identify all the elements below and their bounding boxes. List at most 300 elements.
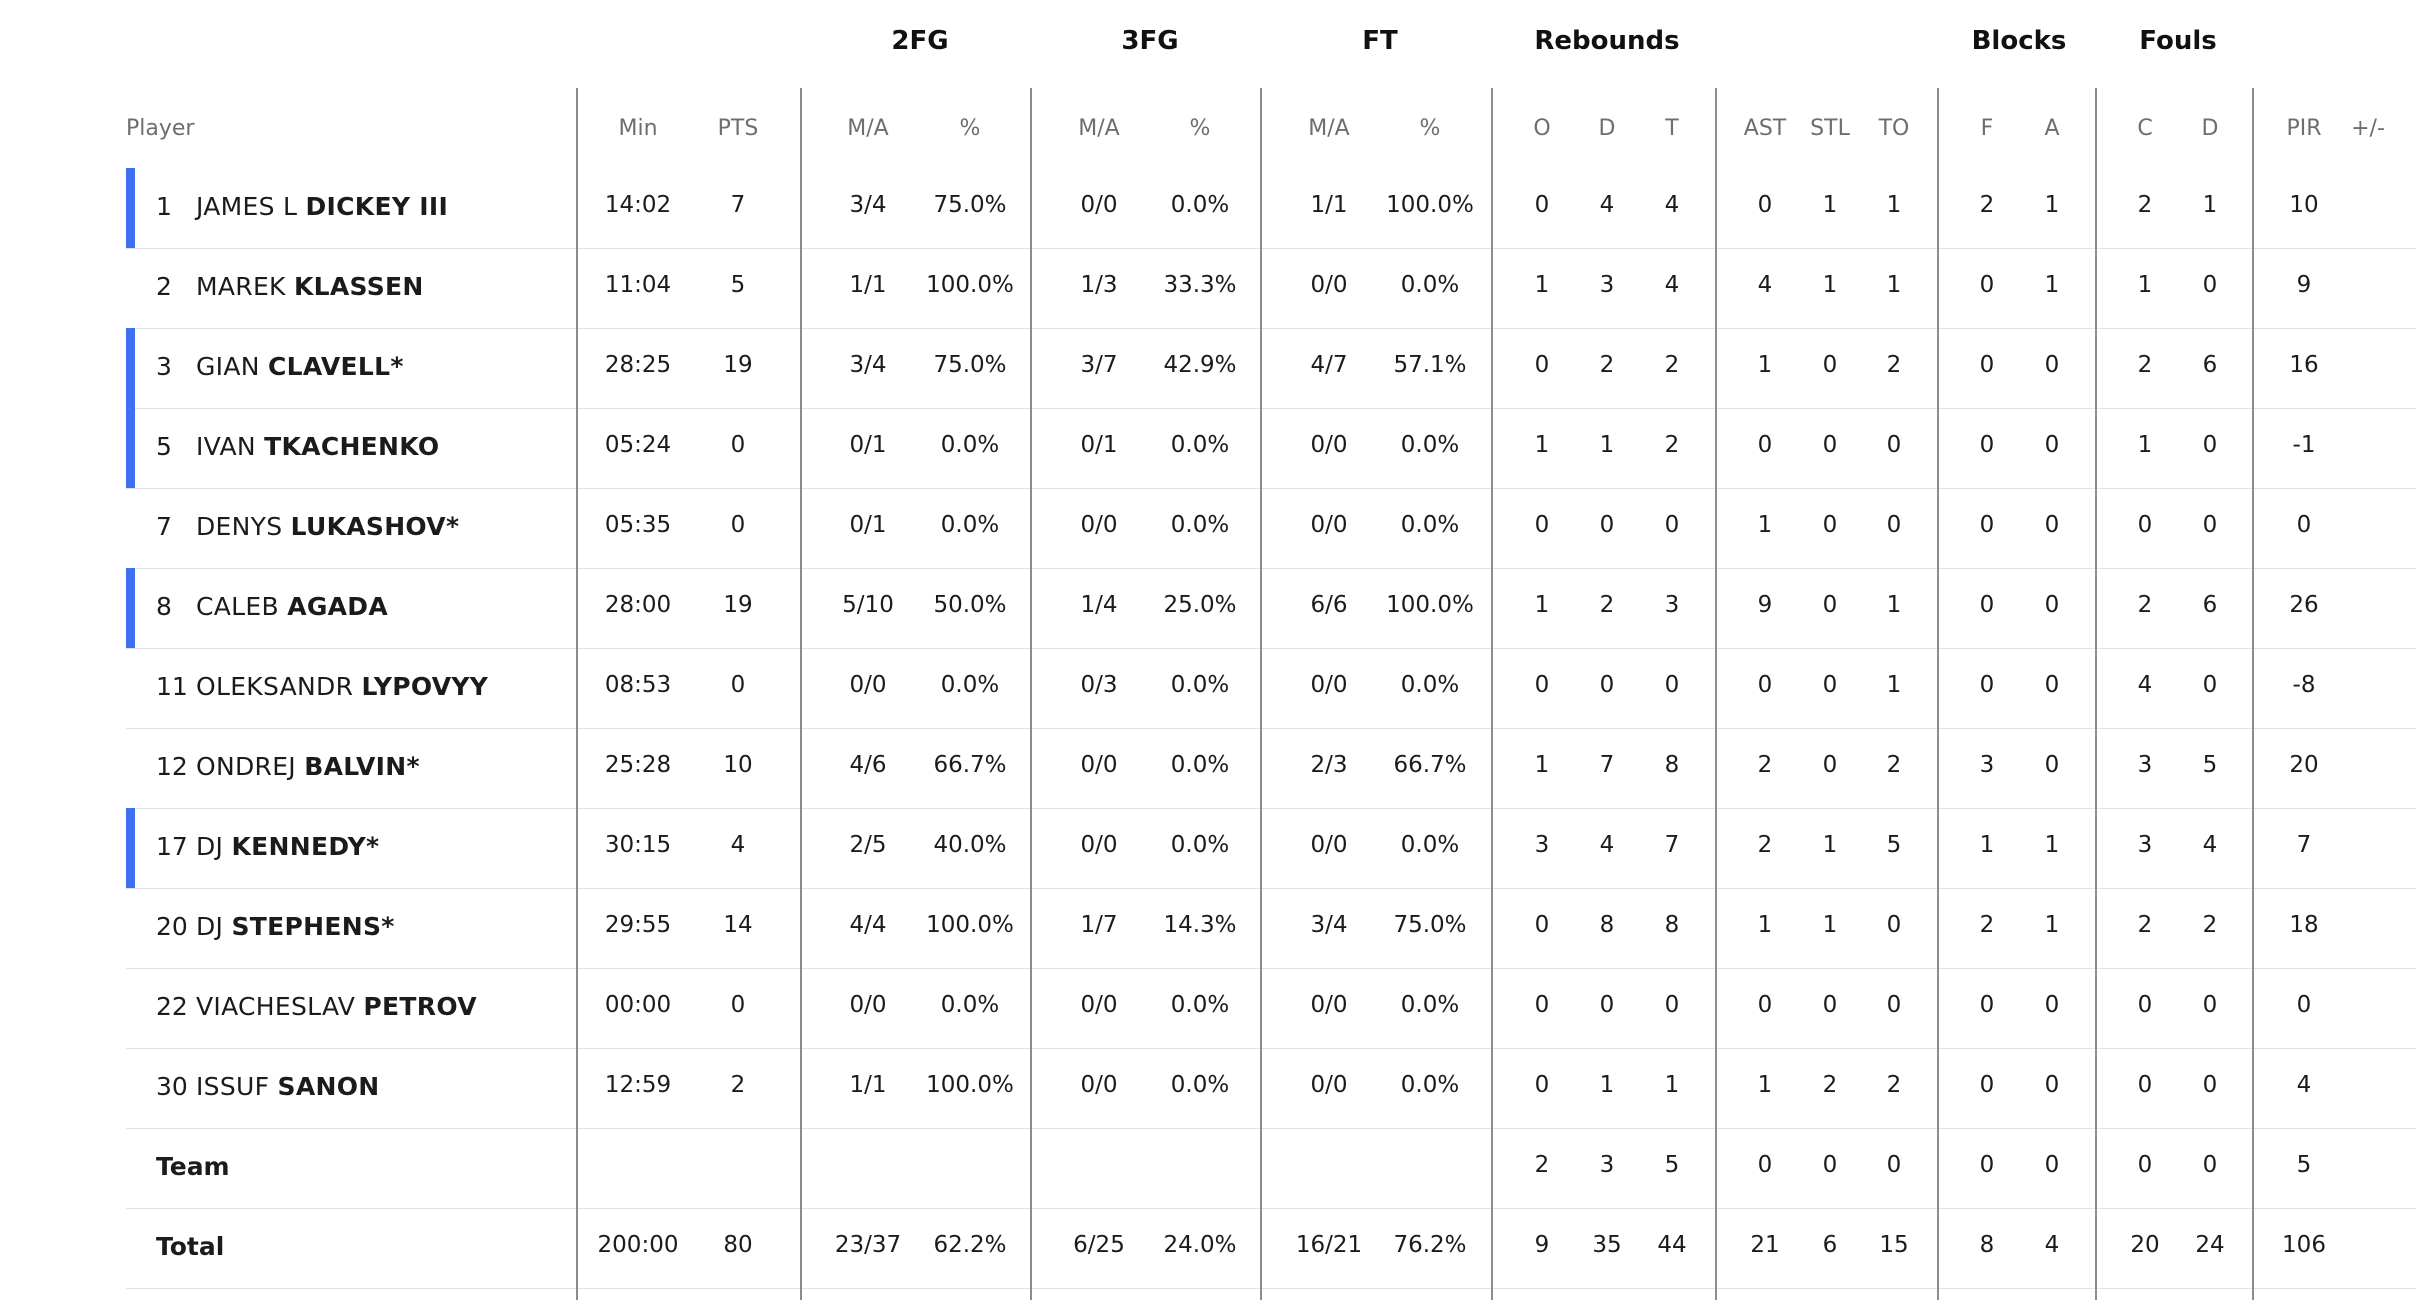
cell-pts: 80 — [723, 1232, 753, 1258]
cell-ft-pct: 75.0% — [1393, 912, 1467, 938]
player-row[interactable] — [126, 488, 2416, 569]
cell-2fg-ma: 23/37 — [834, 1232, 902, 1258]
cell-reb-def: 3 — [1599, 1152, 1615, 1178]
cell-foul-committed: 4 — [2137, 672, 2153, 698]
cell-foul-committed: 3 — [2137, 832, 2153, 858]
group-header-blocks: Blocks — [1971, 26, 2067, 56]
team-row — [126, 1128, 2416, 1209]
column-header-blk-for[interactable]: F — [1980, 116, 1994, 141]
player-last-name: LYPOVYY — [361, 672, 489, 701]
player-number: 1 — [156, 192, 172, 221]
column-divider — [1030, 88, 1032, 1300]
player-row[interactable] — [126, 888, 2416, 969]
player-row[interactable] — [126, 568, 2416, 649]
column-divider — [1937, 88, 1939, 1300]
cell-2fg-ma: 0/0 — [849, 672, 887, 698]
cell-ft-pct: 66.7% — [1393, 752, 1467, 778]
cell-ast: 0 — [1757, 672, 1773, 698]
cell-foul-drawn: 6 — [2202, 592, 2218, 618]
player-row[interactable] — [126, 648, 2416, 729]
cell-reb-off: 0 — [1534, 352, 1550, 378]
cell-pir: 7 — [2296, 832, 2312, 858]
column-header-plus-minus[interactable]: +/- — [2351, 116, 2385, 141]
cell-foul-drawn: 5 — [2202, 752, 2218, 778]
cell-ft-ma: 1/1 — [1310, 192, 1348, 218]
cell-min: 30:15 — [604, 832, 672, 858]
cell-foul-committed: 0 — [2137, 512, 2153, 538]
column-header-3fg-pct[interactable]: % — [1189, 116, 1211, 141]
cell-3fg-pct: 42.9% — [1163, 352, 1237, 378]
cell-to: 5 — [1886, 832, 1902, 858]
cell-3fg-ma: 0/0 — [1080, 192, 1118, 218]
cell-ft-ma: 0/0 — [1310, 512, 1348, 538]
cell-ft-ma: 2/3 — [1310, 752, 1348, 778]
cell-min: 28:25 — [604, 352, 672, 378]
cell-2fg-pct: 62.2% — [933, 1232, 1007, 1258]
cell-stl: 1 — [1822, 912, 1838, 938]
cell-min: 11:04 — [604, 272, 672, 298]
cell-pir: 106 — [2282, 1232, 2326, 1258]
cell-reb-off: 1 — [1534, 592, 1550, 618]
column-header-ft-ma[interactable]: M/A — [1308, 116, 1350, 141]
cell-pts: 10 — [723, 752, 753, 778]
player-number: 5 — [156, 432, 172, 461]
cell-reb-def: 8 — [1599, 912, 1615, 938]
cell-3fg-ma: 0/3 — [1080, 672, 1118, 698]
cell-pts: 14 — [723, 912, 753, 938]
cell-reb-tot: 2 — [1664, 352, 1680, 378]
player-row[interactable] — [126, 168, 2416, 249]
cell-pts: 0 — [730, 672, 746, 698]
cell-blk-for: 0 — [1979, 1152, 1995, 1178]
cell-blk-against: 4 — [2044, 1232, 2060, 1258]
cell-3fg-pct: 0.0% — [1170, 1072, 1230, 1098]
cell-min: 29:55 — [604, 912, 672, 938]
cell-blk-for: 0 — [1979, 1072, 1995, 1098]
column-header-min[interactable]: Min — [618, 116, 658, 141]
cell-blk-against: 0 — [2044, 752, 2060, 778]
player-first-name: GIAN — [196, 352, 260, 381]
cell-reb-tot: 7 — [1664, 832, 1680, 858]
player-row[interactable] — [126, 1048, 2416, 1129]
cell-2fg-pct: 100.0% — [926, 272, 1014, 298]
cell-ft-pct: 0.0% — [1400, 832, 1460, 858]
cell-reb-off: 1 — [1534, 432, 1550, 458]
cell-to: 1 — [1886, 672, 1902, 698]
cell-2fg-pct: 75.0% — [933, 192, 1007, 218]
cell-ft-ma: 16/21 — [1295, 1232, 1363, 1258]
player-first-name: ONDREJ — [196, 752, 296, 781]
cell-foul-drawn: 6 — [2202, 352, 2218, 378]
cell-ft-pct: 0.0% — [1400, 1072, 1460, 1098]
cell-ft-ma: 0/0 — [1310, 992, 1348, 1018]
cell-pir: 5 — [2296, 1152, 2312, 1178]
cell-foul-committed: 2 — [2137, 592, 2153, 618]
cell-2fg-pct: 0.0% — [940, 672, 1000, 698]
cell-stl: 0 — [1822, 432, 1838, 458]
column-header-blk-against[interactable]: A — [2044, 116, 2060, 141]
cell-reb-def: 3 — [1599, 272, 1615, 298]
cell-to: 2 — [1886, 752, 1902, 778]
cell-blk-against: 0 — [2044, 1072, 2060, 1098]
cell-ast: 4 — [1757, 272, 1773, 298]
cell-reb-tot: 5 — [1664, 1152, 1680, 1178]
cell-3fg-pct: 0.0% — [1170, 832, 1230, 858]
cell-blk-against: 0 — [2044, 352, 2060, 378]
column-header-2fg-pct[interactable]: % — [959, 116, 981, 141]
cell-pir: 4 — [2296, 1072, 2312, 1098]
player-number: 22 — [156, 992, 188, 1021]
cell-blk-against: 1 — [2044, 912, 2060, 938]
player-name[interactable] — [196, 592, 388, 621]
cell-2fg-pct: 0.0% — [940, 512, 1000, 538]
column-header-foul-committed[interactable]: C — [2137, 116, 2153, 141]
cell-ast: 2 — [1757, 832, 1773, 858]
player-name[interactable] — [196, 352, 404, 381]
column-divider — [2252, 88, 2254, 1300]
cell-blk-against: 0 — [2044, 1152, 2060, 1178]
cell-pir: -8 — [2292, 672, 2316, 698]
cell-reb-off: 0 — [1534, 912, 1550, 938]
cell-stl: 0 — [1822, 752, 1838, 778]
player-first-name: IVAN — [196, 432, 256, 461]
player-name[interactable] — [196, 752, 420, 781]
cell-blk-against: 1 — [2044, 192, 2060, 218]
cell-3fg-ma: 0/0 — [1080, 1072, 1118, 1098]
cell-ft-pct: 0.0% — [1400, 672, 1460, 698]
player-last-name: CLAVELL* — [268, 352, 404, 381]
player-name[interactable] — [196, 1072, 380, 1101]
cell-min: 05:35 — [604, 512, 672, 538]
player-number: 30 — [156, 1072, 188, 1101]
cell-ast: 1 — [1757, 1072, 1773, 1098]
cell-2fg-pct: 75.0% — [933, 352, 1007, 378]
player-first-name: CALEB — [196, 592, 279, 621]
cell-2fg-pct: 100.0% — [926, 1072, 1014, 1098]
player-name[interactable] — [196, 672, 488, 701]
cell-to: 2 — [1886, 1072, 1902, 1098]
player-name[interactable] — [196, 992, 477, 1021]
player-number: 11 — [156, 672, 188, 701]
cell-blk-against: 0 — [2044, 992, 2060, 1018]
player-row[interactable] — [126, 968, 2416, 1049]
cell-reb-off: 0 — [1534, 992, 1550, 1018]
player-name[interactable] — [196, 272, 424, 301]
cell-blk-for: 0 — [1979, 512, 1995, 538]
player-name[interactable] — [196, 432, 439, 461]
cell-foul-committed: 1 — [2137, 272, 2153, 298]
cell-min: 28:00 — [604, 592, 672, 618]
cell-3fg-ma: 0/0 — [1080, 752, 1118, 778]
cell-pts: 4 — [730, 832, 746, 858]
cell-min: 00:00 — [604, 992, 672, 1018]
cell-pir: 20 — [2289, 752, 2319, 778]
cell-to: 2 — [1886, 352, 1902, 378]
cell-2fg-pct: 0.0% — [940, 992, 1000, 1018]
cell-reb-tot: 3 — [1664, 592, 1680, 618]
player-first-name: ISSUF — [196, 1072, 270, 1101]
player-number: 12 — [156, 752, 188, 781]
cell-reb-tot: 8 — [1664, 912, 1680, 938]
cell-blk-for: 0 — [1979, 352, 1995, 378]
cell-foul-drawn: 4 — [2202, 832, 2218, 858]
cell-ast: 1 — [1757, 912, 1773, 938]
cell-min: 25:28 — [604, 752, 672, 778]
player-name[interactable] — [196, 912, 395, 941]
cell-reb-tot: 0 — [1664, 672, 1680, 698]
cell-to: 1 — [1886, 272, 1902, 298]
column-header-reb-off[interactable]: O — [1533, 116, 1551, 141]
column-header-3fg-ma[interactable]: M/A — [1078, 116, 1120, 141]
stat-group-header-row — [0, 0, 2416, 88]
group-header-ft: FT — [1362, 26, 1398, 56]
column-divider — [800, 88, 802, 1300]
cell-pir: 0 — [2296, 992, 2312, 1018]
cell-foul-drawn: 0 — [2202, 1152, 2218, 1178]
player-first-name: MAREK — [196, 272, 286, 301]
cell-3fg-pct: 0.0% — [1170, 192, 1230, 218]
cell-stl: 1 — [1822, 192, 1838, 218]
cell-2fg-pct: 50.0% — [933, 592, 1007, 618]
player-last-name: AGADA — [287, 592, 389, 621]
player-number: 20 — [156, 912, 188, 941]
cell-3fg-ma: 1/3 — [1080, 272, 1118, 298]
cell-3fg-ma: 1/4 — [1080, 592, 1118, 618]
cell-stl: 0 — [1822, 992, 1838, 1018]
player-last-name: SANON — [277, 1072, 380, 1101]
cell-stl: 0 — [1822, 672, 1838, 698]
cell-stl: 0 — [1822, 512, 1838, 538]
column-header-player[interactable]: Player — [126, 116, 195, 141]
starter-indicator — [126, 808, 135, 888]
player-last-name: TKACHENKO — [264, 432, 440, 461]
cell-ft-pct: 0.0% — [1400, 432, 1460, 458]
cell-to: 1 — [1886, 592, 1902, 618]
cell-reb-def: 2 — [1599, 352, 1615, 378]
cell-3fg-ma: 0/0 — [1080, 832, 1118, 858]
cell-stl: 2 — [1822, 1072, 1838, 1098]
column-header-to[interactable]: TO — [1878, 116, 1910, 141]
cell-pir: 26 — [2289, 592, 2319, 618]
cell-to: 1 — [1886, 192, 1902, 218]
cell-blk-for: 2 — [1979, 912, 1995, 938]
player-last-name: PETROV — [363, 992, 477, 1021]
cell-pir: -1 — [2292, 432, 2316, 458]
cell-3fg-ma: 0/0 — [1080, 512, 1118, 538]
player-first-name: VIACHESLAV — [196, 992, 356, 1021]
cell-reb-def: 1 — [1599, 432, 1615, 458]
cell-min: 14:02 — [604, 192, 672, 218]
column-header-foul-drawn[interactable]: D — [2201, 116, 2219, 141]
cell-ast: 9 — [1757, 592, 1773, 618]
cell-reb-def: 2 — [1599, 592, 1615, 618]
player-row[interactable] — [126, 408, 2416, 489]
cell-to: 0 — [1886, 432, 1902, 458]
column-header-ast[interactable]: AST — [1743, 116, 1787, 141]
cell-reb-tot: 0 — [1664, 992, 1680, 1018]
player-first-name: DJ — [196, 912, 224, 941]
cell-ft-ma: 0/0 — [1310, 832, 1348, 858]
total-row — [126, 1208, 2416, 1289]
cell-reb-def: 0 — [1599, 672, 1615, 698]
cell-pir: 16 — [2289, 352, 2319, 378]
cell-foul-drawn: 1 — [2202, 192, 2218, 218]
cell-reb-def: 0 — [1599, 512, 1615, 538]
cell-3fg-pct: 0.0% — [1170, 672, 1230, 698]
cell-2fg-ma: 2/5 — [849, 832, 887, 858]
player-first-name: DENYS — [196, 512, 283, 541]
cell-blk-for: 2 — [1979, 192, 1995, 218]
cell-2fg-pct: 40.0% — [933, 832, 1007, 858]
column-header-pts[interactable]: PTS — [717, 116, 759, 141]
cell-foul-committed: 1 — [2137, 432, 2153, 458]
player-number: 3 — [156, 352, 172, 381]
cell-pts: 0 — [730, 512, 746, 538]
player-row[interactable] — [126, 808, 2416, 889]
cell-3fg-ma: 0/1 — [1080, 432, 1118, 458]
cell-reb-off: 3 — [1534, 832, 1550, 858]
cell-3fg-ma: 3/7 — [1080, 352, 1118, 378]
cell-min: 12:59 — [604, 1072, 672, 1098]
cell-foul-drawn: 0 — [2202, 992, 2218, 1018]
cell-pts: 19 — [723, 592, 753, 618]
column-header-reb-tot[interactable]: T — [1665, 116, 1679, 141]
player-last-name: DICKEY III — [305, 192, 449, 221]
cell-reb-tot: 44 — [1657, 1232, 1687, 1258]
total-row-label: Total — [156, 1232, 225, 1261]
starter-indicator — [126, 408, 135, 488]
cell-ft-pct: 0.0% — [1400, 512, 1460, 538]
cell-reb-off: 0 — [1534, 1072, 1550, 1098]
cell-ast: 1 — [1757, 352, 1773, 378]
cell-3fg-pct: 0.0% — [1170, 432, 1230, 458]
column-header-stl[interactable]: STL — [1810, 116, 1850, 141]
cell-ft-ma: 3/4 — [1310, 912, 1348, 938]
cell-reb-def: 4 — [1599, 192, 1615, 218]
cell-blk-for: 3 — [1979, 752, 1995, 778]
cell-foul-committed: 0 — [2137, 1152, 2153, 1178]
cell-2fg-ma: 5/10 — [842, 592, 894, 618]
cell-ft-pct: 57.1% — [1393, 352, 1467, 378]
cell-pts: 19 — [723, 352, 753, 378]
cell-blk-for: 1 — [1979, 832, 1995, 858]
cell-2fg-ma: 0/0 — [849, 992, 887, 1018]
cell-pts: 7 — [730, 192, 746, 218]
cell-3fg-pct: 33.3% — [1163, 272, 1237, 298]
cell-3fg-pct: 0.0% — [1170, 752, 1230, 778]
cell-ast: 0 — [1757, 192, 1773, 218]
cell-ast: 2 — [1757, 752, 1773, 778]
column-header-pir[interactable]: PIR — [2286, 116, 2322, 141]
cell-reb-tot: 0 — [1664, 512, 1680, 538]
group-header-3fg: 3FG — [1121, 26, 1179, 56]
cell-pts: 0 — [730, 432, 746, 458]
player-row[interactable] — [126, 328, 2416, 409]
cell-foul-committed: 0 — [2137, 992, 2153, 1018]
cell-pir: 18 — [2289, 912, 2319, 938]
group-header-2fg: 2FG — [891, 26, 949, 56]
cell-pts: 5 — [730, 272, 746, 298]
team-row-label: Team — [156, 1152, 230, 1181]
cell-reb-off: 0 — [1534, 672, 1550, 698]
cell-3fg-ma: 0/0 — [1080, 992, 1118, 1018]
cell-blk-for: 0 — [1979, 672, 1995, 698]
cell-2fg-ma: 1/1 — [849, 1072, 887, 1098]
cell-blk-for: 8 — [1979, 1232, 1995, 1258]
column-header-ft-pct[interactable]: % — [1419, 116, 1441, 141]
cell-reb-off: 0 — [1534, 512, 1550, 538]
starter-indicator — [126, 168, 135, 248]
cell-min: 05:24 — [604, 432, 672, 458]
cell-ft-pct: 100.0% — [1386, 592, 1474, 618]
cell-foul-committed: 3 — [2137, 752, 2153, 778]
cell-foul-drawn: 0 — [2202, 512, 2218, 538]
cell-reb-tot: 4 — [1664, 272, 1680, 298]
column-header-reb-def[interactable]: D — [1598, 116, 1616, 141]
cell-reb-tot: 1 — [1664, 1072, 1680, 1098]
cell-foul-committed: 0 — [2137, 1072, 2153, 1098]
cell-reb-off: 9 — [1534, 1232, 1550, 1258]
cell-to: 0 — [1886, 912, 1902, 938]
cell-blk-for: 0 — [1979, 992, 1995, 1018]
player-number: 7 — [156, 512, 172, 541]
cell-reb-def: 35 — [1592, 1232, 1622, 1258]
cell-3fg-pct: 25.0% — [1163, 592, 1237, 618]
group-header-fouls: Fouls — [2139, 26, 2217, 56]
cell-2fg-ma: 3/4 — [849, 192, 887, 218]
cell-ft-ma: 0/0 — [1310, 672, 1348, 698]
cell-2fg-pct: 66.7% — [933, 752, 1007, 778]
cell-reb-def: 7 — [1599, 752, 1615, 778]
cell-foul-drawn: 0 — [2202, 432, 2218, 458]
player-name[interactable] — [196, 192, 448, 221]
cell-ast: 21 — [1750, 1232, 1780, 1258]
cell-blk-against: 0 — [2044, 432, 2060, 458]
column-header-2fg-ma[interactable]: M/A — [847, 116, 889, 141]
cell-blk-for: 0 — [1979, 432, 1995, 458]
cell-ft-pct: 100.0% — [1386, 192, 1474, 218]
cell-3fg-pct: 14.3% — [1163, 912, 1237, 938]
column-divider — [2095, 88, 2097, 1300]
player-last-name: STEPHENS* — [231, 912, 395, 941]
player-row[interactable] — [126, 728, 2416, 809]
cell-foul-drawn: 0 — [2202, 272, 2218, 298]
cell-2fg-ma: 4/6 — [849, 752, 887, 778]
cell-ft-pct: 0.0% — [1400, 992, 1460, 1018]
cell-3fg-ma: 6/25 — [1073, 1232, 1125, 1258]
player-first-name: OLEKSANDR — [196, 672, 354, 701]
cell-ft-ma: 0/0 — [1310, 272, 1348, 298]
cell-foul-drawn: 2 — [2202, 912, 2218, 938]
player-first-name: JAMES L — [196, 192, 298, 221]
player-name[interactable] — [196, 832, 379, 861]
cell-ft-ma: 0/0 — [1310, 432, 1348, 458]
column-divider — [1491, 88, 1493, 1300]
cell-ast: 1 — [1757, 512, 1773, 538]
cell-2fg-ma: 0/1 — [849, 432, 887, 458]
cell-stl: 0 — [1822, 592, 1838, 618]
cell-foul-committed: 20 — [2130, 1232, 2160, 1258]
cell-foul-committed: 2 — [2137, 352, 2153, 378]
cell-2fg-pct: 0.0% — [940, 432, 1000, 458]
player-last-name: KLASSEN — [293, 272, 424, 301]
cell-2fg-ma: 4/4 — [849, 912, 887, 938]
cell-pir: 10 — [2289, 192, 2319, 218]
cell-min: 200:00 — [597, 1232, 679, 1258]
player-row[interactable] — [126, 248, 2416, 329]
player-name[interactable] — [196, 512, 459, 541]
column-divider — [576, 88, 578, 1300]
